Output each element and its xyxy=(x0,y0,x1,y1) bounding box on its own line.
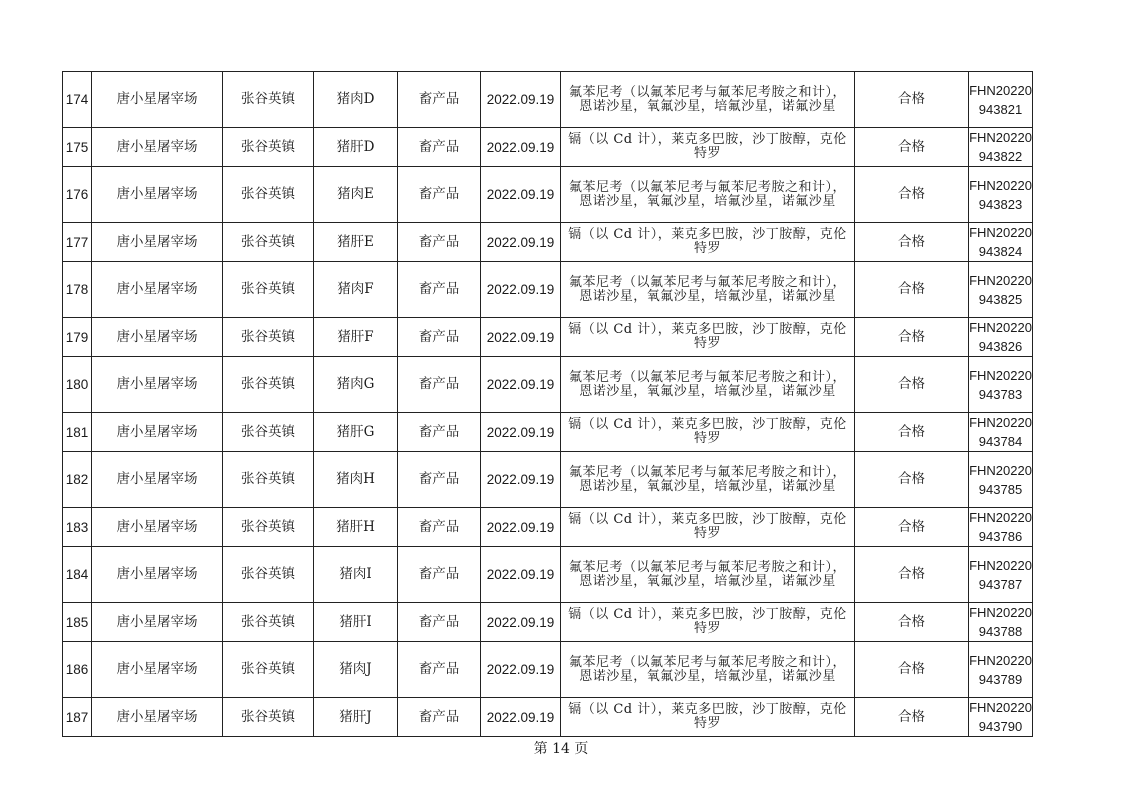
cell-category: 畜产品 xyxy=(398,223,481,262)
cell-serial-number: 184 xyxy=(63,547,92,603)
cell-category: 畜产品 xyxy=(398,547,481,603)
table-body xyxy=(63,72,1033,737)
cell-sampling-date: 2022.09.19 xyxy=(481,262,561,318)
cell-report-number: FHN20220943826 xyxy=(969,318,1033,357)
cell-test-items: 镉（以 Cd 计），莱克多巴胺，沙丁胺醇，克伦特罗 xyxy=(561,128,855,167)
cell-town: 张谷英镇 xyxy=(223,547,314,603)
cell-town: 张谷英镇 xyxy=(223,413,314,452)
table-row xyxy=(63,167,1033,223)
cell-result: 合格 xyxy=(855,642,969,698)
cell-result: 合格 xyxy=(855,167,969,223)
cell-result: 合格 xyxy=(855,603,969,642)
cell-test-items: 氟苯尼考（以氟苯尼考与氟苯尼考胺之和计），恩诺沙星，氧氟沙星，培氟沙星，诺氟沙星 xyxy=(561,547,855,603)
cell-test-items: 镉（以 Cd 计），莱克多巴胺，沙丁胺醇，克伦特罗 xyxy=(561,413,855,452)
cell-serial-number: 178 xyxy=(63,262,92,318)
cell-town: 张谷英镇 xyxy=(223,603,314,642)
cell-category: 畜产品 xyxy=(398,128,481,167)
cell-report-number: FHN20220943789 xyxy=(969,642,1033,698)
cell-test-items: 氟苯尼考（以氟苯尼考与氟苯尼考胺之和计），恩诺沙星，氧氟沙星，培氟沙星，诺氟沙星 xyxy=(561,167,855,223)
table-row xyxy=(63,413,1033,452)
inspection-results-table xyxy=(62,71,1033,737)
cell-serial-number: 187 xyxy=(63,698,92,737)
cell-sampling-date: 2022.09.19 xyxy=(481,547,561,603)
cell-sampling-date: 2022.09.19 xyxy=(481,72,561,128)
cell-town: 张谷英镇 xyxy=(223,642,314,698)
table-row xyxy=(63,698,1033,737)
table-row xyxy=(63,452,1033,508)
cell-category: 畜产品 xyxy=(398,603,481,642)
cell-category: 畜产品 xyxy=(398,72,481,128)
cell-report-number: FHN20220943786 xyxy=(969,508,1033,547)
cell-result: 合格 xyxy=(855,698,969,737)
cell-serial-number: 179 xyxy=(63,318,92,357)
cell-sample-name: 猪肝H xyxy=(314,508,398,547)
cell-result: 合格 xyxy=(855,262,969,318)
cell-report-number: FHN20220943824 xyxy=(969,223,1033,262)
cell-serial-number: 183 xyxy=(63,508,92,547)
table-row xyxy=(63,357,1033,413)
table-row xyxy=(63,72,1033,128)
cell-result: 合格 xyxy=(855,547,969,603)
cell-serial-number: 175 xyxy=(63,128,92,167)
cell-sample-name: 猪肉I xyxy=(314,547,398,603)
cell-sampling-unit: 唐小星屠宰场 xyxy=(92,603,223,642)
cell-report-number: FHN20220943785 xyxy=(969,452,1033,508)
cell-result: 合格 xyxy=(855,452,969,508)
cell-test-items: 镉（以 Cd 计），莱克多巴胺，沙丁胺醇，克伦特罗 xyxy=(561,318,855,357)
cell-sampling-date: 2022.09.19 xyxy=(481,357,561,413)
cell-sampling-unit: 唐小星屠宰场 xyxy=(92,223,223,262)
cell-town: 张谷英镇 xyxy=(223,223,314,262)
cell-category: 畜产品 xyxy=(398,167,481,223)
cell-category: 畜产品 xyxy=(398,262,481,318)
cell-town: 张谷英镇 xyxy=(223,452,314,508)
cell-sample-name: 猪肝G xyxy=(314,413,398,452)
cell-test-items: 氟苯尼考（以氟苯尼考与氟苯尼考胺之和计），恩诺沙星，氧氟沙星，培氟沙星，诺氟沙星 xyxy=(561,262,855,318)
cell-sampling-date: 2022.09.19 xyxy=(481,318,561,357)
cell-sampling-date: 2022.09.19 xyxy=(481,128,561,167)
cell-sampling-date: 2022.09.19 xyxy=(481,452,561,508)
cell-category: 畜产品 xyxy=(398,642,481,698)
cell-serial-number: 176 xyxy=(63,167,92,223)
cell-result: 合格 xyxy=(855,72,969,128)
table-row xyxy=(63,318,1033,357)
cell-sampling-date: 2022.09.19 xyxy=(481,167,561,223)
table-row xyxy=(63,262,1033,318)
cell-report-number: FHN20220943788 xyxy=(969,603,1033,642)
cell-sample-name: 猪肝D xyxy=(314,128,398,167)
table-row xyxy=(63,128,1033,167)
cell-result: 合格 xyxy=(855,413,969,452)
cell-sampling-unit: 唐小星屠宰场 xyxy=(92,642,223,698)
cell-sampling-date: 2022.09.19 xyxy=(481,223,561,262)
cell-town: 张谷英镇 xyxy=(223,508,314,547)
cell-sample-name: 猪肉H xyxy=(314,452,398,508)
cell-test-items: 镉（以 Cd 计），莱克多巴胺，沙丁胺醇，克伦特罗 xyxy=(561,508,855,547)
cell-sampling-unit: 唐小星屠宰场 xyxy=(92,72,223,128)
cell-serial-number: 180 xyxy=(63,357,92,413)
cell-sampling-unit: 唐小星屠宰场 xyxy=(92,413,223,452)
cell-sampling-date: 2022.09.19 xyxy=(481,603,561,642)
cell-town: 张谷英镇 xyxy=(223,128,314,167)
cell-category: 畜产品 xyxy=(398,452,481,508)
cell-sample-name: 猪肉D xyxy=(314,72,398,128)
cell-sampling-unit: 唐小星屠宰场 xyxy=(92,698,223,737)
cell-test-items: 氟苯尼考（以氟苯尼考与氟苯尼考胺之和计），恩诺沙星，氧氟沙星，培氟沙星，诺氟沙星 xyxy=(561,642,855,698)
cell-town: 张谷英镇 xyxy=(223,318,314,357)
cell-report-number: FHN20220943784 xyxy=(969,413,1033,452)
cell-report-number: FHN20220943790 xyxy=(969,698,1033,737)
cell-result: 合格 xyxy=(855,357,969,413)
cell-test-items: 镉（以 Cd 计），莱克多巴胺，沙丁胺醇，克伦特罗 xyxy=(561,698,855,737)
cell-sample-name: 猪肝I xyxy=(314,603,398,642)
cell-sampling-unit: 唐小星屠宰场 xyxy=(92,167,223,223)
cell-sampling-unit: 唐小星屠宰场 xyxy=(92,128,223,167)
cell-sampling-unit: 唐小星屠宰场 xyxy=(92,357,223,413)
cell-serial-number: 182 xyxy=(63,452,92,508)
table-row xyxy=(63,508,1033,547)
cell-sampling-unit: 唐小星屠宰场 xyxy=(92,262,223,318)
cell-report-number: FHN20220943783 xyxy=(969,357,1033,413)
cell-report-number: FHN20220943823 xyxy=(969,167,1033,223)
cell-report-number: FHN20220943821 xyxy=(969,72,1033,128)
cell-category: 畜产品 xyxy=(398,508,481,547)
table-row xyxy=(63,547,1033,603)
cell-serial-number: 186 xyxy=(63,642,92,698)
cell-sample-name: 猪肝F xyxy=(314,318,398,357)
cell-test-items: 氟苯尼考（以氟苯尼考与氟苯尼考胺之和计），恩诺沙星，氧氟沙星，培氟沙星，诺氟沙星 xyxy=(561,72,855,128)
cell-sampling-unit: 唐小星屠宰场 xyxy=(92,508,223,547)
cell-sample-name: 猪肝E xyxy=(314,223,398,262)
cell-sampling-unit: 唐小星屠宰场 xyxy=(92,318,223,357)
cell-test-items: 氟苯尼考（以氟苯尼考与氟苯尼考胺之和计），恩诺沙星，氧氟沙星，培氟沙星，诺氟沙星 xyxy=(561,452,855,508)
cell-result: 合格 xyxy=(855,128,969,167)
cell-town: 张谷英镇 xyxy=(223,262,314,318)
cell-sampling-date: 2022.09.19 xyxy=(481,642,561,698)
cell-test-items: 镉（以 Cd 计），莱克多巴胺，沙丁胺醇，克伦特罗 xyxy=(561,603,855,642)
cell-sampling-date: 2022.09.19 xyxy=(481,698,561,737)
cell-report-number: FHN20220943825 xyxy=(969,262,1033,318)
cell-test-items: 镉（以 Cd 计），莱克多巴胺，沙丁胺醇，克伦特罗 xyxy=(561,223,855,262)
cell-sampling-unit: 唐小星屠宰场 xyxy=(92,547,223,603)
cell-result: 合格 xyxy=(855,508,969,547)
cell-test-items: 氟苯尼考（以氟苯尼考与氟苯尼考胺之和计），恩诺沙星，氧氟沙星，培氟沙星，诺氟沙星 xyxy=(561,357,855,413)
cell-town: 张谷英镇 xyxy=(223,698,314,737)
cell-town: 张谷英镇 xyxy=(223,167,314,223)
cell-category: 畜产品 xyxy=(398,357,481,413)
cell-sample-name: 猪肝J xyxy=(314,698,398,737)
cell-town: 张谷英镇 xyxy=(223,72,314,128)
cell-sampling-date: 2022.09.19 xyxy=(481,508,561,547)
cell-result: 合格 xyxy=(855,318,969,357)
cell-sampling-date: 2022.09.19 xyxy=(481,413,561,452)
table-row xyxy=(63,642,1033,698)
table-row xyxy=(63,603,1033,642)
cell-sampling-unit: 唐小星屠宰场 xyxy=(92,452,223,508)
cell-serial-number: 181 xyxy=(63,413,92,452)
page-number: 第 14 页 xyxy=(533,741,589,757)
cell-serial-number: 174 xyxy=(63,72,92,128)
cell-category: 畜产品 xyxy=(398,413,481,452)
table-row xyxy=(63,223,1033,262)
cell-sample-name: 猪肉F xyxy=(314,262,398,318)
cell-serial-number: 185 xyxy=(63,603,92,642)
cell-town: 张谷英镇 xyxy=(223,357,314,413)
cell-result: 合格 xyxy=(855,223,969,262)
cell-category: 畜产品 xyxy=(398,698,481,737)
cell-sample-name: 猪肉E xyxy=(314,167,398,223)
cell-report-number: FHN20220943822 xyxy=(969,128,1033,167)
cell-serial-number: 177 xyxy=(63,223,92,262)
cell-category: 畜产品 xyxy=(398,318,481,357)
cell-report-number: FHN20220943787 xyxy=(969,547,1033,603)
cell-sample-name: 猪肉J xyxy=(314,642,398,698)
cell-sample-name: 猪肉G xyxy=(314,357,398,413)
